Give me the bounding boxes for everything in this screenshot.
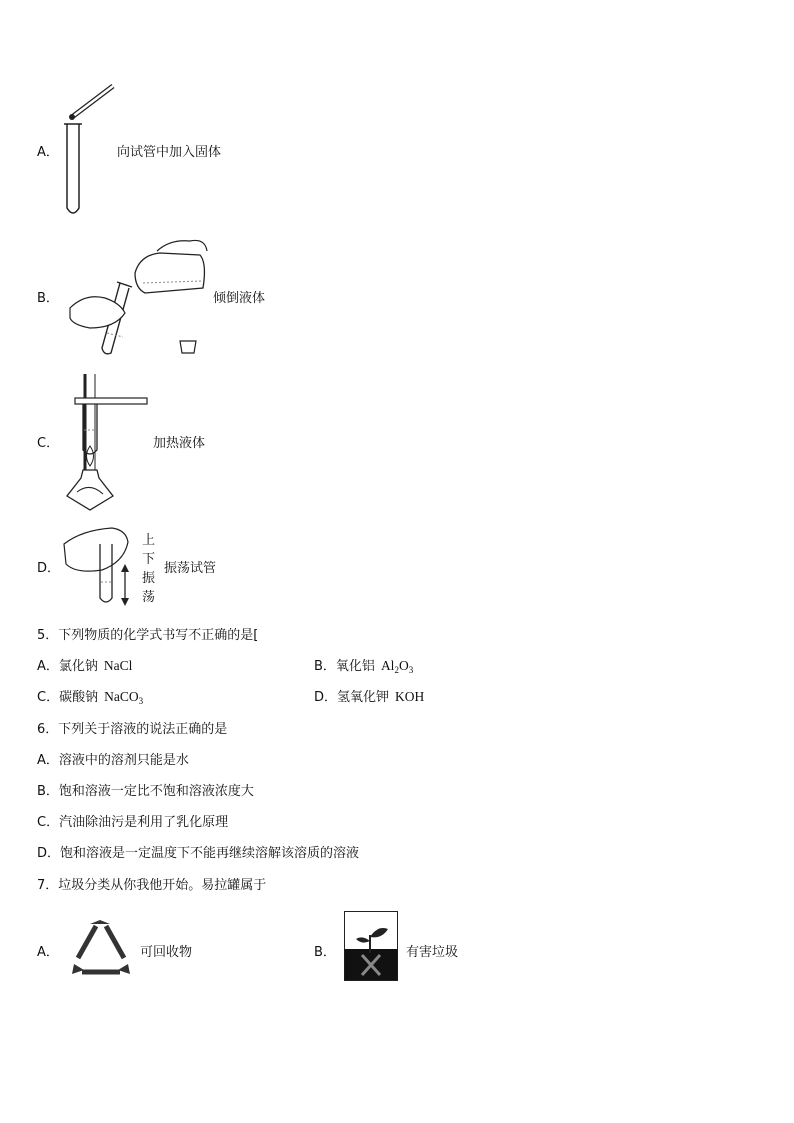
q5-option-a-formula: NaCl — [103, 658, 133, 673]
q5-option-d-name: 氢氧化钾 — [337, 690, 390, 705]
q4-option-a-caption: 向试管中加入固体 — [117, 145, 222, 160]
hazardous-waste-icon — [344, 911, 398, 981]
q5-option-b — [314, 655, 413, 675]
q5-option-b-name: 氧化铝 — [335, 659, 375, 674]
q4-option-b-letter: B． — [37, 291, 59, 306]
q7-option-b-letter: B． — [314, 945, 336, 960]
q6-option-b: B．饱和溶液一定比不饱和溶液浓度大 — [37, 784, 254, 799]
q5-option-d-formula: KOH — [395, 689, 425, 704]
q4-option-a-letter: A． — [37, 145, 59, 160]
annotation-char-up: 上 — [142, 533, 156, 548]
q7-option-b-caption: 有害垃圾 — [406, 945, 459, 960]
q4-option-c-letter: C． — [37, 436, 60, 451]
q4-option-c-caption: 加热液体 — [153, 436, 206, 451]
q7-option-a-letter: A． — [37, 945, 59, 960]
q4-option-d-caption: 振荡试管 — [164, 561, 217, 576]
q5-option-d-letter: D． — [314, 690, 338, 705]
q7-stem: 7．垃圾分类从你我他开始。易拉罐属于 — [37, 878, 267, 893]
q5-option-b-letter: B． — [314, 659, 336, 674]
q5-stem: 5．下列物质的化学式书写不正确的是[ — [37, 628, 259, 643]
shaking-direction-annotation — [142, 531, 155, 607]
q4-option-b-caption: 倾倒液体 — [213, 291, 266, 306]
q5-option-a-name: 氯化钠 — [58, 659, 98, 674]
q7-option-a-caption: 可回收物 — [140, 945, 193, 960]
q5-option-b-formula: $Al_2O_3$ — [380, 658, 414, 675]
q5-option-d — [314, 686, 424, 705]
annotation-char-shake2: 荡 — [142, 590, 156, 605]
q5-option-c-letter: C． — [37, 690, 60, 705]
q5-option-a — [37, 655, 132, 674]
annotation-char-shake1: 振 — [142, 571, 156, 586]
q6-stem: 6．下列关于溶液的说法正确的是 — [37, 722, 228, 737]
q4-option-d-letter: D． — [37, 561, 61, 576]
shaking-test-tube-illustration — [62, 524, 142, 606]
recycle-icon — [70, 920, 132, 980]
q5-option-c — [37, 686, 143, 706]
test-tube-with-spatula-illustration — [55, 80, 125, 220]
q6-option-a: A．溶液中的溶剂只能是水 — [37, 753, 189, 768]
q6-option-c: C．汽油除油污是利用了乳化原理 — [37, 815, 229, 830]
q6-option-d: D．饱和溶液是一定温度下不能再继续溶解该溶质的溶液 — [37, 846, 360, 861]
pouring-liquid-illustration — [65, 233, 215, 358]
annotation-char-down: 下 — [142, 552, 156, 567]
q5-option-c-formula: NaCO$_3$ — [104, 689, 144, 706]
heating-liquid-illustration — [55, 370, 155, 515]
q5-option-a-letter: A． — [37, 659, 59, 674]
q5-option-c-name: 碳酸钠 — [59, 690, 99, 705]
